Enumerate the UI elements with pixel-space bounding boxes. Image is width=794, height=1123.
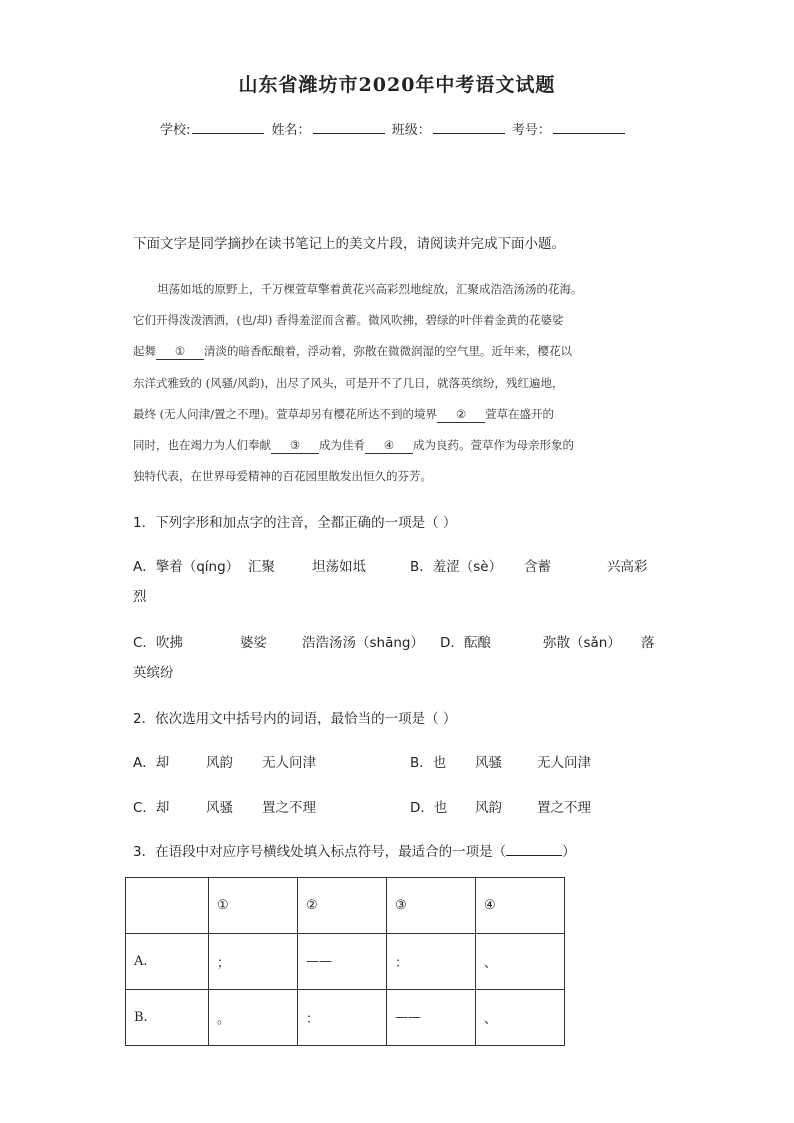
- q1-option-c[interactable]: [133, 631, 183, 651]
- reading-passage: [133, 274, 665, 492]
- class-label: 班级：: [391, 123, 431, 138]
- table-cell: ①: [209, 878, 298, 934]
- student-info-line: [160, 119, 628, 138]
- q2-option-a[interactable]: A．却: [133, 755, 170, 771]
- page-title: 山东省潍坊市2020年中考语文试题: [238, 74, 556, 96]
- passage-text: 起舞: [133, 344, 156, 359]
- table-cell: B.: [126, 990, 209, 1046]
- option-text: 风韵: [206, 755, 233, 771]
- option-text: 兴高彩: [607, 559, 648, 575]
- option-text: B．羞涩（sè）: [410, 559, 503, 575]
- passage-line: 它们开得泼泼洒洒，(也/却) 香得羞涩而含蓄。微风吹拂，碧绿的叶伴着金黄的花婆娑: [133, 313, 564, 328]
- q2-option-c[interactable]: C．却: [133, 800, 170, 816]
- option-text: 汇聚: [248, 559, 275, 575]
- question-3-stem: [133, 840, 576, 860]
- blank-3: ③: [271, 437, 319, 454]
- option-text: A．擎着（qíng）: [133, 559, 240, 575]
- option-text: 英缤纷: [133, 665, 174, 681]
- blank-1: ①: [156, 343, 204, 360]
- q2-option-d[interactable]: D．也: [410, 800, 448, 816]
- table-cell: 、: [476, 934, 565, 990]
- table-cell: ②: [298, 878, 387, 934]
- table-cell: [126, 878, 209, 934]
- option-text: 弥散（sǎn）: [543, 635, 621, 651]
- question-1-stem: 1．下列字形和加点字的注音，全都正确的一项是（ ）: [133, 515, 457, 531]
- class-field[interactable]: [433, 120, 505, 134]
- option-text: 婆娑: [240, 635, 267, 651]
- table-cell: 、: [476, 990, 565, 1046]
- reading-instructions: 下面文字是同学摘抄在读书笔记上的美文片段，请阅读并完成下面小题。: [133, 236, 565, 252]
- question-2-stem: 2．依次选用文中括号内的词语，最恰当的一项是（ ）: [133, 711, 457, 727]
- punctuation-table: [125, 877, 565, 1046]
- school-field[interactable]: [192, 120, 264, 134]
- passage-text: 萱草在盛开的: [485, 406, 555, 421]
- table-cell: ——: [298, 934, 387, 990]
- q1-option-b[interactable]: [410, 555, 502, 575]
- passage-text: 最终 (无人问津/置之不理)。萱草却另有樱花所达不到的境界: [133, 406, 438, 421]
- table-header-row: [126, 878, 565, 934]
- passage-line: 坦荡如坻的原野上，千万棵萱草擎着黄花兴高彩烈地绽放，汇聚成浩浩汤汤的花海。: [157, 282, 583, 296]
- option-text: 含蓄: [524, 559, 551, 575]
- table-cell: ④: [476, 878, 565, 934]
- table-cell: 。: [209, 990, 298, 1046]
- table-cell: ③: [387, 878, 476, 934]
- blank-2: ②: [437, 406, 485, 423]
- table-row[interactable]: [126, 934, 565, 990]
- option-text: 烈: [133, 589, 147, 605]
- option-text: 风韵: [475, 800, 502, 816]
- option-text: 坦荡如坻: [312, 559, 366, 575]
- passage-line: [133, 399, 665, 430]
- option-text: 风骚: [206, 800, 233, 816]
- option-text: 浩浩汤汤（shāng）: [302, 635, 424, 651]
- exam-no-field[interactable]: [553, 120, 625, 134]
- q1-option-a[interactable]: [133, 555, 239, 575]
- table-cell: ；: [209, 934, 298, 990]
- option-text: 置之不理: [537, 800, 591, 816]
- table-cell: ：: [298, 990, 387, 1046]
- passage-text: 成为佳肴: [319, 437, 365, 452]
- option-text: 风骚: [475, 755, 502, 771]
- passage-text: 同时，也在竭力为人们奉献: [133, 437, 271, 452]
- table-cell: ——: [387, 990, 476, 1046]
- passage-line: 独特代表，在世界母爱精神的百花园里散发出恒久的芬芳。: [133, 469, 432, 484]
- option-text: 置之不理: [262, 800, 316, 816]
- blank-4: ④: [365, 437, 413, 454]
- option-text: 无人问津: [537, 755, 591, 771]
- option-text: 落: [641, 635, 655, 651]
- option-text: C．吹拂: [133, 635, 183, 651]
- name-label: 姓名：: [271, 123, 311, 138]
- option-text: D．酝酿: [440, 635, 491, 651]
- answer-blank[interactable]: [506, 842, 562, 856]
- q1-option-d[interactable]: [440, 631, 491, 651]
- table-cell: ：: [387, 934, 476, 990]
- question-text: ）: [562, 844, 576, 860]
- table-cell: A.: [126, 934, 209, 990]
- passage-text: 清淡的暗香酝酿着，浮动着，弥散在微微润湿的空气里。近年来，樱花以: [204, 344, 572, 359]
- school-label: 学校:: [160, 123, 191, 138]
- name-field[interactable]: [313, 120, 385, 134]
- q2-option-b[interactable]: B．也: [410, 755, 447, 771]
- passage-line: 东洋式雅致的 (风骚/风韵)，出尽了风头，可是开不了几日，就落英缤纷，残红遍地，: [133, 375, 564, 390]
- passage-line: [133, 430, 665, 461]
- table-row[interactable]: [126, 990, 565, 1046]
- exam-no-label: 考号：: [511, 123, 551, 138]
- passage-text: 成为良药。萱草作为母亲形象的: [413, 437, 574, 452]
- passage-line: [133, 336, 665, 367]
- question-text: 3．在语段中对应序号横线处填入标点符号，最适合的一项是（: [133, 844, 507, 860]
- option-text: 无人问津: [262, 755, 316, 771]
